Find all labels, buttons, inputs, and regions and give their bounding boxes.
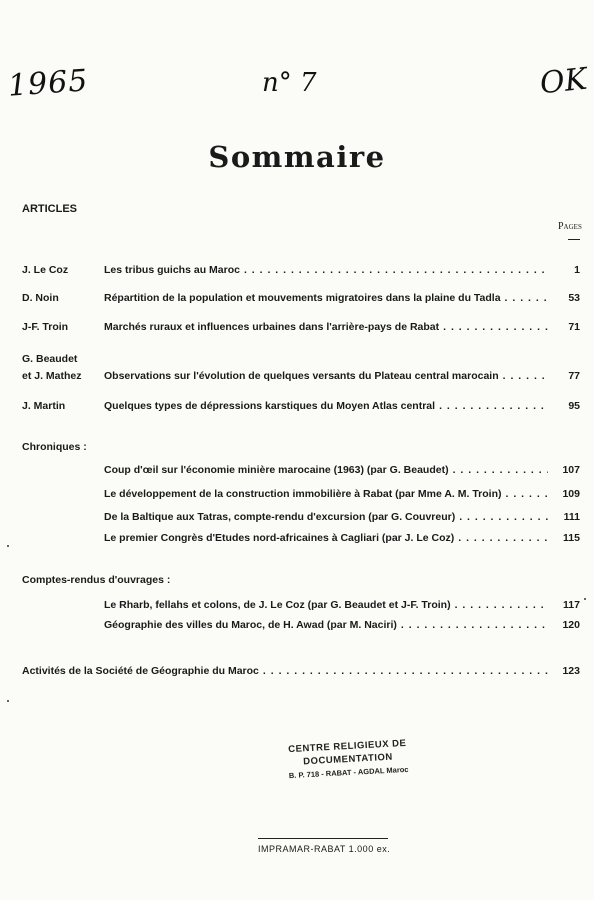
chronique-page: 107: [562, 464, 580, 476]
handwritten-ok: OK: [538, 61, 589, 102]
article-author: J. Martin: [22, 400, 66, 412]
library-stamp: [267, 736, 429, 783]
compte-rendu-page: 120: [562, 619, 580, 631]
chronique-page: 109: [562, 488, 580, 500]
toc-entry-article: [0, 369, 594, 383]
toc-entry-article: [0, 320, 594, 334]
article-author: G. Beaudet: [22, 353, 78, 365]
toc-entry-compte-rendu: [0, 618, 594, 632]
scan-speck: [7, 700, 9, 702]
article-author: D. Noin: [22, 292, 59, 304]
compte-rendu-page: 117: [563, 599, 580, 611]
toc-entry-article: [0, 399, 594, 413]
chroniques-heading: Chroniques :: [22, 441, 87, 453]
pages-heading: Pages: [558, 221, 582, 232]
chronique-title: Coup d'œil sur l'économie minière marocaine (1963) (par G. Beaudet): [104, 464, 449, 476]
page-title: Sommaire: [208, 140, 386, 174]
toc-entry-article-author: [0, 352, 594, 366]
articles-heading: ARTICLES: [22, 203, 77, 215]
article-title: Les tribus guichs au Maroc: [104, 264, 240, 276]
toc-entry-chronique: [0, 510, 594, 524]
pages-underline: [568, 239, 580, 240]
toc-entry-chronique: [0, 531, 594, 545]
scan-speck: [584, 598, 586, 600]
stamp-line-2: B. P. 718 - RABAT - AGDAL Maroc: [288, 764, 409, 781]
chronique-page: 111: [563, 511, 580, 523]
toc-entry-article: [0, 263, 594, 277]
stamp-line-1: CENTRE RELIGIEUX DE DOCUMENTATION: [287, 737, 407, 768]
article-author: J. Le Coz: [22, 264, 69, 276]
toc-entry-compte-rendu: [0, 598, 594, 612]
chronique-title: Le premier Congrès d'Etudes nord-africaines à Cagliari (par J. Le Coz): [104, 532, 455, 544]
article-title: Quelques types de dépressions karstiques du Moyen Atlas central: [104, 400, 436, 412]
handwritten-issue-number: n° 7: [262, 68, 317, 98]
toc-entry-chronique: [0, 487, 594, 501]
article-title: Observations sur l'évolution de quelques versants du Plateau central marocain: [104, 370, 499, 382]
article-title: Répartition de la population et mouvements migratoires dans la plaine du Tadla: [104, 292, 501, 304]
article-page: 1: [574, 264, 580, 276]
toc-entry-activites: [0, 664, 594, 678]
article-page: 53: [568, 292, 580, 304]
chronique-page: 115: [563, 532, 580, 544]
chronique-title: Le développement de la construction immobilière à Rabat (par Mme A. M. Troin): [104, 488, 502, 500]
activites-title: Activités de la Société de Géographie du Maroc: [22, 665, 259, 677]
toc-entry-chronique: [0, 463, 594, 477]
article-author-line2: et J. Mathez: [22, 370, 82, 382]
article-page: 71: [568, 321, 580, 333]
article-title: Marchés ruraux et influences urbaines dans l'arrière-pays de Rabat: [104, 321, 440, 333]
article-page: 95: [568, 400, 580, 412]
compte-rendu-title: Le Rharb, fellahs et colons, de J. Le Coz (par G. Beaudet et J-F. Troin): [104, 599, 451, 611]
article-page: 77: [568, 370, 580, 382]
activites-page: 123: [562, 665, 580, 677]
toc-entry-article: [0, 291, 594, 305]
chronique-title: De la Baltique aux Tatras, compte-rendu d'excursion (par G. Couvreur): [104, 511, 456, 523]
handwritten-year: 1965: [6, 63, 90, 104]
comptes-rendus-heading: Comptes-rendus d'ouvrages :: [22, 574, 171, 586]
printer-rule: [258, 838, 388, 839]
printer-imprint: IMPRAMAR-RABAT 1.000 ex.: [258, 844, 391, 854]
compte-rendu-title: Géographie des villes du Maroc, de H. Awad (par M. Naciri): [104, 619, 397, 631]
scan-speck: [7, 545, 9, 547]
article-author: J-F. Troin: [22, 321, 69, 333]
